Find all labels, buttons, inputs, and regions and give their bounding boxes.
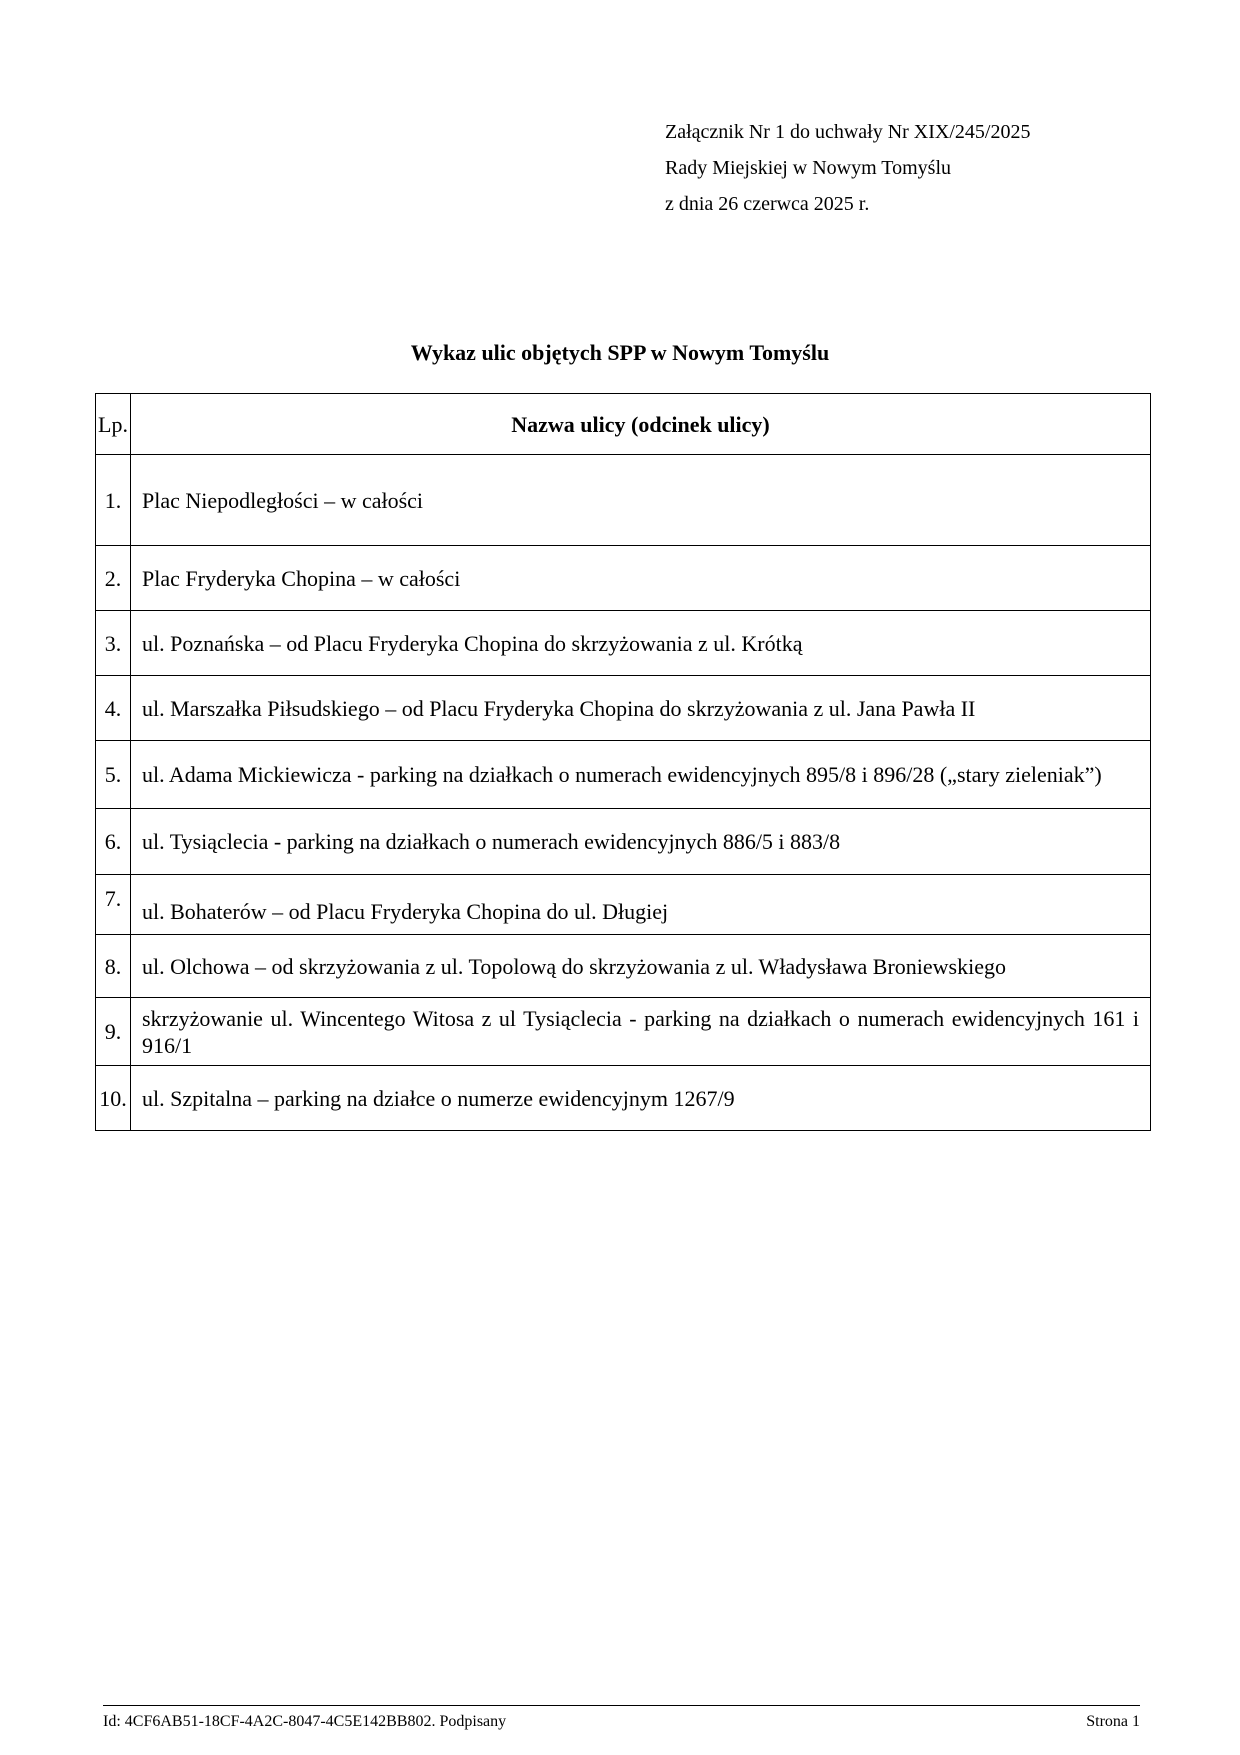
street-name: ul. Adama Mickiewicza - parking na działkach o numerach ewidencyjnych 895/8 i 896/28 („stary zieleniak”) xyxy=(131,741,1151,809)
street-name: ul. Poznańska – od Placu Fryderyka Chopina do skrzyżowania z ul. Krótką xyxy=(131,611,1151,676)
table-row xyxy=(96,741,1151,809)
footer-divider xyxy=(103,1705,1140,1706)
row-number: 4. xyxy=(96,676,131,741)
street-name: Plac Fryderyka Chopina – w całości xyxy=(131,546,1151,611)
table-row xyxy=(96,676,1151,741)
street-name: ul. Tysiąclecia - parking na działkach o numerach ewidencyjnych 886/5 i 883/8 xyxy=(131,809,1151,875)
streets-table xyxy=(95,393,1151,1131)
row-number: 8. xyxy=(96,935,131,998)
street-name: ul. Bohaterów – od Placu Fryderyka Chopina do ul. Długiej xyxy=(131,875,1151,935)
document-id: Id: 4CF6AB51-18CF-4A2C-8047-4C5E142BB802. Podpisany xyxy=(103,1713,507,1730)
row-number: 2. xyxy=(96,546,131,611)
table-row xyxy=(96,875,1151,935)
table-row xyxy=(96,611,1151,676)
street-name: skrzyżowanie ul. Wincentego Witosa z ul Tysiąclecia - parking na działkach o numerach ewidencyjnych 161 i 916/1 xyxy=(131,998,1151,1066)
attachment-header xyxy=(665,114,1030,222)
header-line-council: Rady Miejskiej w Nowym Tomyślu xyxy=(665,157,952,179)
header-lp: Lp. xyxy=(96,394,131,455)
table-row xyxy=(96,935,1151,998)
table-row xyxy=(96,1066,1151,1131)
row-number: 3. xyxy=(96,611,131,676)
document-title: Wykaz ulic objętych SPP w Nowym Tomyślu xyxy=(410,340,830,365)
document-title-container xyxy=(0,338,1240,368)
table-row xyxy=(96,546,1151,611)
header-line-attachment: Załącznik Nr 1 do uchwały Nr XIX/245/2025 xyxy=(665,121,1031,143)
page-number: Strona 1 xyxy=(1086,1713,1140,1730)
street-name: Plac Niepodległości – w całości xyxy=(131,455,1151,546)
street-name: ul. Szpitalna – parking na działce o numerze ewidencyjnym 1267/9 xyxy=(131,1066,1151,1131)
street-name: ul. Marszałka Piłsudskiego – od Placu Fryderyka Chopina do skrzyżowania z ul. Jana Pawła II xyxy=(131,676,1151,741)
header-street-name: Nazwa ulicy (odcinek ulicy) xyxy=(131,394,1151,455)
table-row xyxy=(96,455,1151,546)
table-row xyxy=(96,809,1151,875)
row-number: 5. xyxy=(96,741,131,809)
street-name: ul. Olchowa – od skrzyżowania z ul. Topolową do skrzyżowania z ul. Władysława Broniewskiego xyxy=(131,935,1151,998)
row-number: 7. xyxy=(96,875,131,935)
row-number: 9. xyxy=(96,998,131,1066)
table-row xyxy=(96,998,1151,1066)
row-number: 10. xyxy=(96,1066,131,1131)
table-header-row xyxy=(96,394,1151,455)
row-number: 1. xyxy=(96,455,131,546)
header-line-date: z dnia 26 czerwca 2025 r. xyxy=(665,193,870,215)
row-number: 6. xyxy=(96,809,131,875)
